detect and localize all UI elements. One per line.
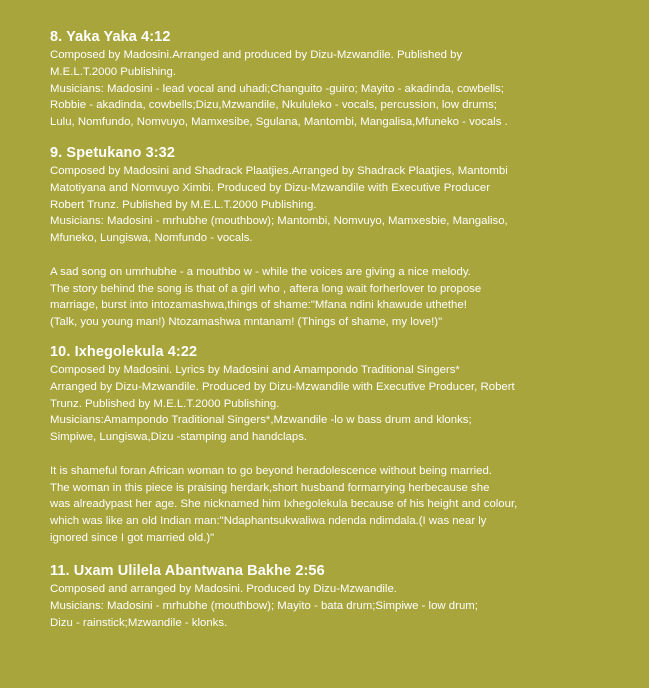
track-11-section [50, 562, 616, 631]
credit-line: Simpiwe, Lungiswa,Dizu -stamping and handclaps. [50, 431, 308, 444]
note-line: marriage, burst into intozamashwa,things of shame:"Mfana ndini khawude uthethe! [50, 299, 467, 312]
credit-line: Musicians: Madosini - mrhubhe (mouthbow); Mantombi, Nomvuyo, Mamxesbie, Mangaliso, [50, 215, 508, 228]
track-title: 10. Ixhegolekula 4:22 [50, 344, 198, 360]
credit-line: Composed by Madosini. Lyrics by Madosini and Amampondo Traditional Singers* [50, 364, 460, 376]
track-9-section [50, 144, 616, 331]
credit-line: Robbie - akadinda, cowbells;Dizu,Mzwandile, Nkululeko - vocals, percussion, low drums; [50, 99, 497, 112]
track-title: 9. Spetukano 3:32 [50, 145, 175, 161]
note-line: The woman in this piece is praising herdark,short husband formarrying herbecause she [50, 481, 490, 494]
note-line: It is shameful foran African woman to go beyond heradolescence without being married. [50, 464, 492, 477]
note-line: ignored since I got married old.)" [50, 531, 215, 544]
credit-line: Mfuneko, Lungiswa, Nomfundo - vocals. [50, 232, 253, 245]
credit-line: M.E.L.T.2000 Publishing. [50, 65, 177, 78]
track-title: 11. Uxam Ulilela Abantwana Bakhe 2:56 [50, 563, 325, 579]
credit-line: Composed by Madosini and Shadrack Plaatjies.Arranged by Shadrack Plaatjies, Mantombi [50, 165, 508, 177]
track-8-section [50, 28, 616, 131]
track-credits [50, 362, 616, 446]
credit-line: Robert Trunz. Published by M.E.L.T.2000 Publishing. [50, 198, 317, 211]
paragraph-spacer [50, 247, 616, 264]
note-line: (Talk, you young man!) Ntozamashwa mntanam! (Things of shame, my love!)" [50, 316, 443, 329]
note-line: The story behind the song is that of a girl who , aftera long wait forherlover to propose [50, 282, 482, 295]
credit-line: Musicians: Madosini - lead vocal and uhadi;Changuito -guiro; Mayito - akadinda, cowbells; [50, 82, 504, 95]
credit-line: Musicians: Madosini - mrhubhe (mouthbow); Mayito - bata drum;Simpiwe - low drum; [50, 599, 478, 612]
credit-line: Musicians:Amampondo Traditional Singers*,Mzwandile -lo w bass drum and klonks; [50, 414, 472, 427]
note-line: A sad song on umrhubhe - a mouthbo w - while the voices are giving a nice melody. [50, 265, 471, 278]
credit-line: Composed by Madosini.Arranged and produced by Dizu-Mzwandile. Published by [50, 49, 463, 61]
track-credits [50, 47, 616, 131]
note-line: which was like an old Indian man:"Ndaphantsukwaliwa ndenda ndimdala.(I was near ly [50, 515, 487, 528]
note-line: was alreadypast her age. She nicknamed him Ixhegolekula because of his height and colour, [50, 498, 518, 511]
track-10-section [50, 343, 616, 547]
credit-line: Arranged by Dizu-Mzwandile. Produced by Dizu-Mzwandile with Executive Producer, Robert [50, 380, 515, 393]
track-credits [50, 163, 616, 247]
credit-line: Composed and arranged by Madosini. Produced by Dizu-Mzwandile. [50, 583, 397, 595]
credit-line: Lulu, Nomfundo, Nomvuyo, Mamxesibe, Sgulana, Mantombi, Mangalisa,Mfuneko - vocals . [50, 116, 508, 129]
track-title: 8. Yaka Yaka 4:12 [50, 29, 171, 45]
track-notes [50, 264, 616, 331]
credit-line: Trunz. Published by M.E.L.T.2000 Publishing. [50, 397, 280, 410]
credit-line: Matotiyana and Nomvuyo Ximbi. Produced by Dizu-Mzwandile with Executive Producer [50, 181, 491, 194]
credit-line: Dizu - rainstick;Mzwandile - klonks. [50, 616, 228, 629]
paragraph-spacer [50, 446, 616, 463]
track-notes [50, 463, 616, 547]
track-credits [50, 581, 616, 631]
